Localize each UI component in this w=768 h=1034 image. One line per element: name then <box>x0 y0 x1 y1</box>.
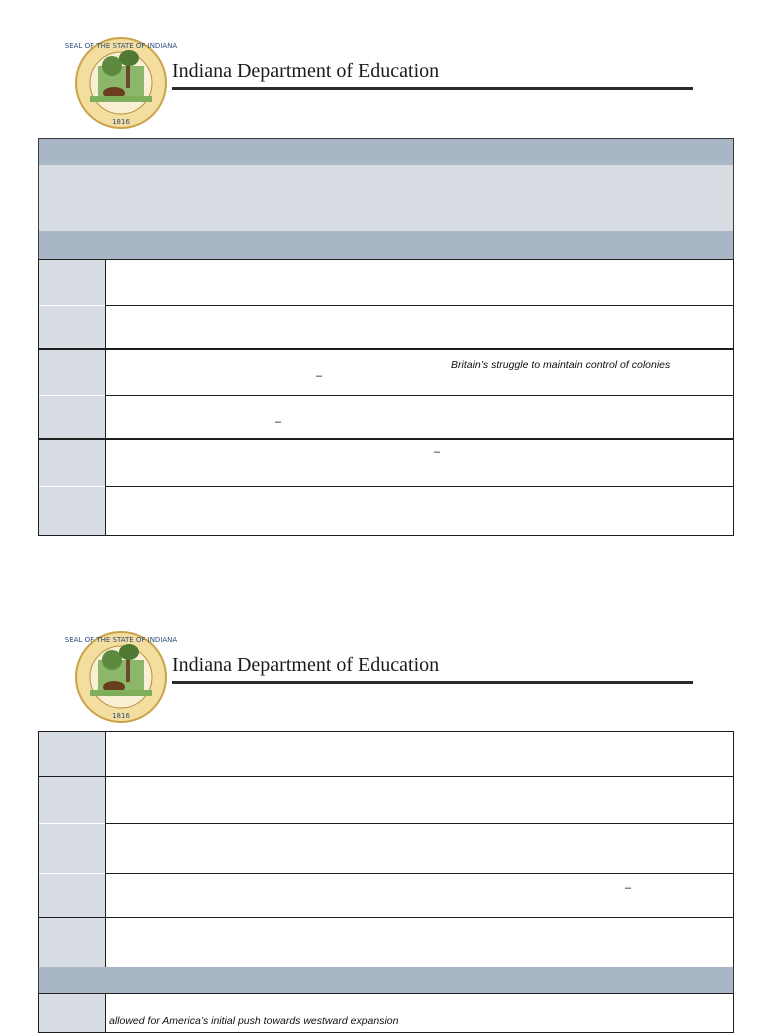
en-dash: – <box>316 370 323 382</box>
org-title: Indiana Department of Education <box>172 654 440 676</box>
table-group <box>38 259 734 349</box>
table-row <box>105 305 733 348</box>
group-label-cell <box>39 440 106 535</box>
row-note: Britain’s struggle to maintain control of colonies <box>451 359 671 371</box>
en-dash: – <box>625 882 632 894</box>
table-row <box>105 350 733 395</box>
table-row <box>105 486 733 535</box>
table-group <box>38 439 734 536</box>
table-row <box>105 440 733 486</box>
table-row <box>105 260 733 305</box>
seal-top-text: SEAL OF THE STATE OF INDIANA <box>64 42 178 50</box>
en-dash: – <box>434 446 441 458</box>
table-group <box>38 731 734 777</box>
title-rule <box>172 681 693 684</box>
table-subheader-band <box>38 231 734 259</box>
en-dash: – <box>275 416 282 428</box>
table-group <box>38 349 734 439</box>
table-row <box>105 823 733 873</box>
page1-table <box>38 138 734 536</box>
table-group <box>38 917 734 968</box>
seal-top-text: SEAL OF THE STATE OF INDIANA <box>64 636 178 644</box>
title-rule <box>172 87 693 90</box>
page2-header <box>0 624 768 734</box>
table-row <box>105 918 733 967</box>
state-seal-icon <box>64 36 178 130</box>
group-label-cell <box>39 350 106 438</box>
page1-header <box>0 30 768 140</box>
group-label-cell <box>39 260 106 348</box>
group-label-cell <box>39 918 106 967</box>
row-note: allowed for America’s initial push towards westward expansion <box>109 1015 399 1027</box>
group-label-cell <box>39 732 106 776</box>
state-seal-icon <box>64 630 178 724</box>
group-label-cell <box>39 777 106 917</box>
table-row <box>105 994 733 1034</box>
section-band <box>38 967 734 993</box>
seal-year: 1816 <box>112 118 130 126</box>
table-row <box>105 777 733 823</box>
seal-year: 1816 <box>112 712 130 720</box>
group-label-cell <box>39 994 106 1032</box>
table-group <box>38 993 734 1033</box>
table-row <box>105 873 733 917</box>
table-row <box>105 395 733 438</box>
org-title: Indiana Department of Education <box>172 60 440 82</box>
table-group <box>38 776 734 918</box>
table-row <box>105 732 733 776</box>
table-header-band <box>38 138 734 165</box>
table-title-band <box>38 165 734 231</box>
page2-table <box>38 731 734 1027</box>
